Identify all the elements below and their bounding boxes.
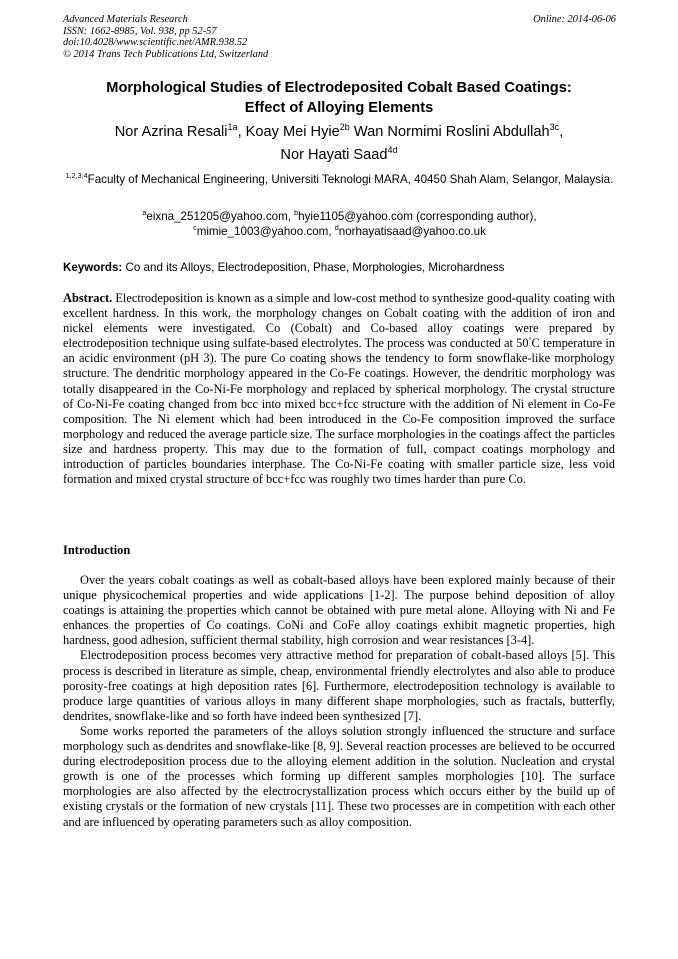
author: Wan Normimi Roslini Abdullah$^{3c}$, [353,122,564,140]
abstract [63,291,615,487]
email[interactable]: $^d$norhayatisaad@yahoo.co.uk [334,223,486,238]
keywords-text: Co and its Alloys, Electrodeposition, Phase, Morphologies, Microhardness [125,261,505,274]
doi: doi:10.4028/www.scientific.net/AMR.938.52 [63,37,248,48]
copyright: © 2014 Trans Tech Publications Ltd, Switzerland [63,48,269,60]
title-line-2: Effect of Alloying Elements [244,99,434,116]
issn: ISSN: 1662-8985, Vol. 938, pp 52-57 [63,25,217,37]
paragraph: Over the years cobalt coatings as well as cobalt-based alloys have been explored mainly because of their unique physicochemical properties and wide applications [1-2]. The purpose behind deposition of alloy coatings is attaining the properties which cannot be obtained with pure metal alone. Alloying with Ni and Fe enhances the properties of Co coatings. CoNi and CoFe alloy coatings exhibit magnetic properties, high hardness, good adhesion, sufficient thermal stability, high corrosion and wear resistances [3-4]. [63,573,615,648]
paper-title [40,79,638,118]
email[interactable]: $^a$eixna_251205@yahoo.com, [142,208,295,223]
journal-header [63,14,423,60]
title-line-1: Morphological Studies of Electrodeposited Cobalt Based Coatings: [106,80,572,96]
author: Koay Mei Hyie$^{2b}$ [245,122,350,140]
author-list [40,121,638,167]
email[interactable]: $^b$hyie1105@yahoo.com (corresponding author), [294,208,537,223]
abstract-text-2: C temperature in an acidic environment (pH 3). The pure Co coating shows the tendency to form snowflake-like morphology structure. The dendritic morphology appeared in the Co-Fe coatings. However, the dendritic morphology was totally disappeared in the Co-Ni-Fe morphology and replaced by spherical morphology. The crystal structure of Co-Ni-Fe coating changed from bcc into mixed bcc+fcc structure with the addition of Ni element in Co-Fe composition. The Ni element which had been introduced in the Co-Fe composition improved the surface morphology and reduced the average particle size. The surface morphologies in the coatings affect the particles size and hardness property. This may due to the formation of full, compact coatings morphology and introduction of particles boundaries interphase. The Co-Ni-Fe coating with smaller particle size, less void formation and mixed crystal structure of bcc+fcc was roughly two times harder than pure Co. [63,336,615,487]
author: Nor Hayati Saad$^{4d}$ [280,145,398,163]
paragraph: Some works reported the parameters of the alloys solution strongly influenced the structure and surface morphology such as dendrites and snowflake-like [8, 9]. Several reaction processes are believed to be occurred during electrodeposition process due to the alloying element addition in the solution. Nucleation and crystal growth is one of the processes which forming up different samples morphologies [10]. The surface morphologies are also affected by the electrocrystallization process which occurs either by the build up of existing crystals or the formation of new crystals [11]. These two processes are in competition with each other and are influenced by operating parameters such as alloy composition. [63,723,615,829]
paragraph: Electrodeposition process becomes very attractive method for preparation of cobalt-based alloys [5]. This process is described in literature as simple, cheap, environmental friendly electrolytes and also able to produce porosity-free coatings at high deposition rates [6]. Furthermore, electrodeposition technology is available to produce large quantities of various alloys in many different shape morphologies, such as fractals, butterfly, dendrites, snowflake-like and so forth have indeed been synthesized [7]. [63,648,615,723]
abstract-text-1: Electrodeposition is known as a simple and low-cost method to synthesize good-quality coating with excellent hardness. In this work, the morphology changes on Cobalt coating with the addition of iron and nickel elements were investigated. Co (Cobalt) and Co-based alloy coatings were prepared by electrodeposition technique using sulfate-based electrolytes. The process was conducted at 50 [63,291,615,351]
section-heading-introduction: Introduction [63,543,131,557]
keywords-label: Keywords: [63,261,123,274]
affiliation: $^{1,2,3,4}$Faculty of Mechanical Engineering, Universiti Teknologi MARA, 40450 Shah Alam, Selangor, Malaysia. [65,171,614,186]
author: Nor Azrina Resali$^{1a}$, [114,122,246,140]
online-date: Online: 2014-06-06 [533,14,616,25]
abstract-label: Abstract. [63,291,113,305]
email[interactable]: $^c$mimie_1003@yahoo.com, [193,223,335,238]
keywords [63,260,623,275]
journal-name: Advanced Materials Research [63,14,188,25]
degree-sign: ° [528,335,532,345]
introduction-body [63,573,615,830]
author-emails [62,209,617,239]
